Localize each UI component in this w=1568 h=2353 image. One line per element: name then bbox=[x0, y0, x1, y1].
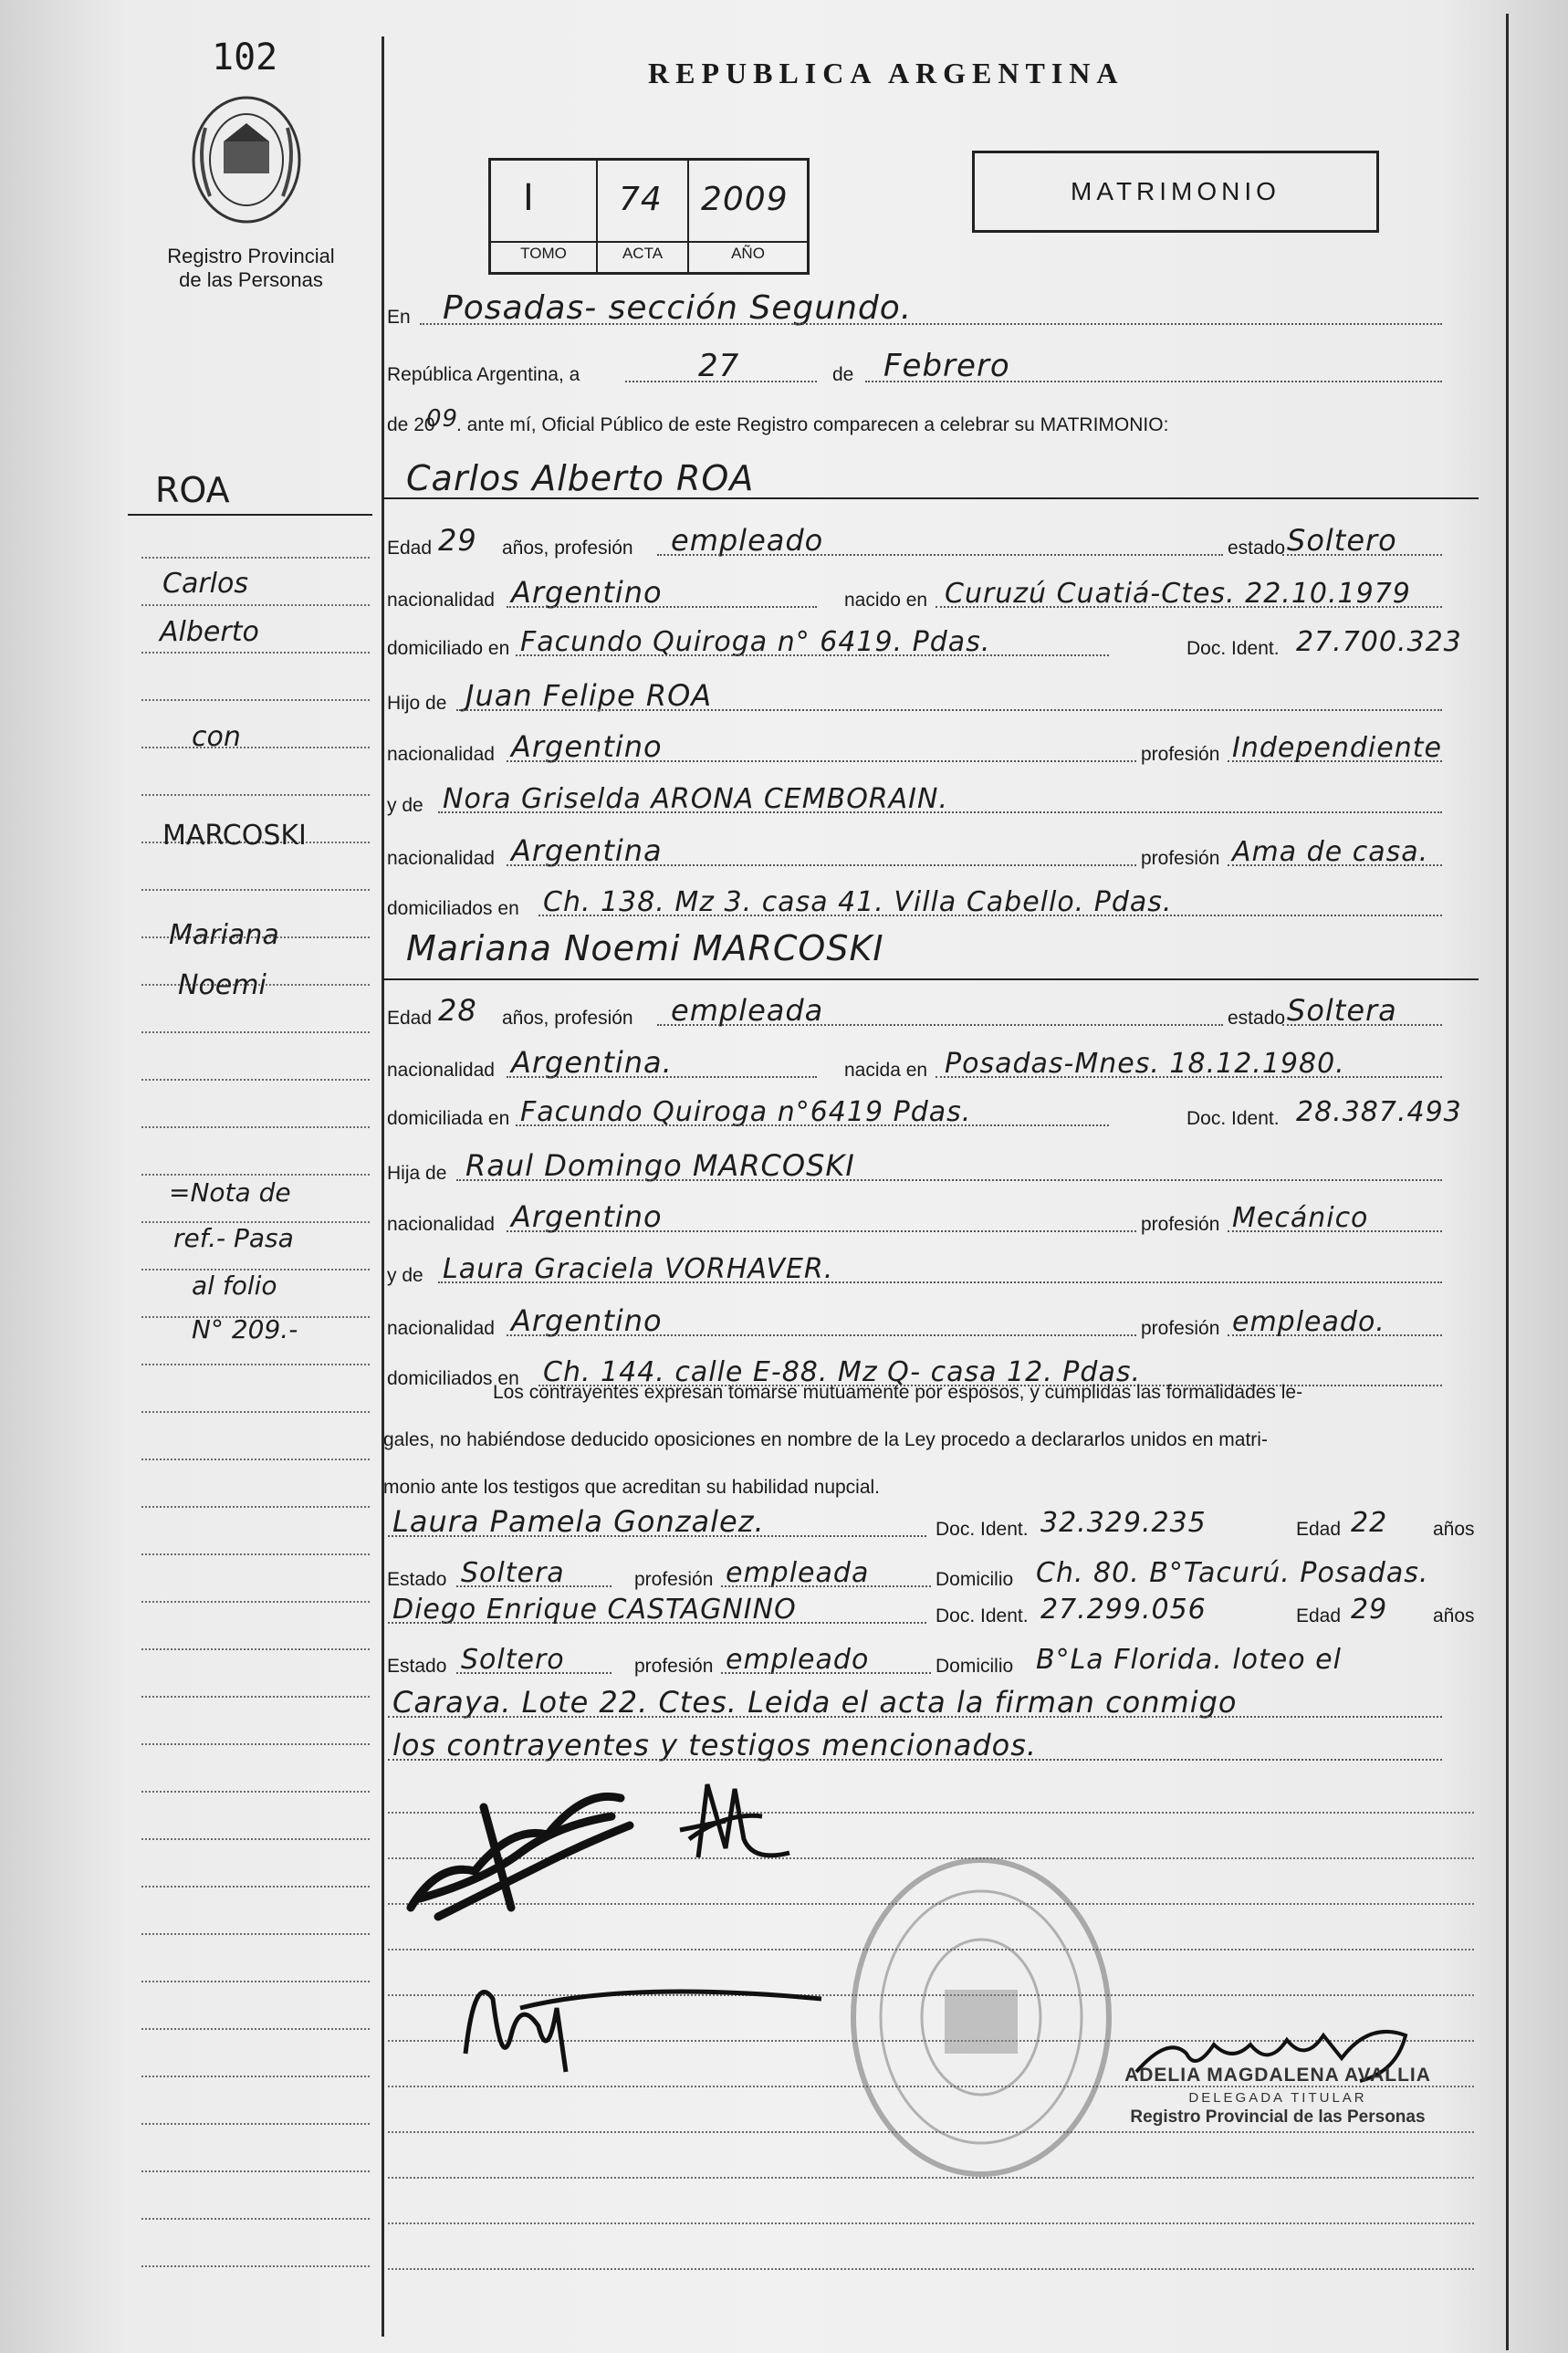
margin-ruled-line bbox=[141, 1838, 370, 1840]
official-block bbox=[1086, 2065, 1469, 2128]
dotted-line bbox=[507, 1230, 1136, 1232]
dotted-line bbox=[657, 554, 1223, 556]
groom-nationality: Argentino bbox=[511, 575, 663, 610]
field-label: Hija de bbox=[387, 1163, 447, 1184]
margin-ruled-line bbox=[141, 1981, 370, 1982]
margin-ruled-line bbox=[141, 1364, 370, 1365]
bride-parents-address: Ch. 144. calle E-88. Mz Q- casa 12. Pdas. bbox=[543, 1356, 1141, 1388]
row-date: República Argentina, a 27 de Febrero bbox=[383, 351, 1479, 388]
field-label: Edad bbox=[1296, 1519, 1342, 1540]
field-label: estado bbox=[1228, 1008, 1286, 1029]
groom-mother-profession: Ama de casa. bbox=[1232, 836, 1429, 868]
day-value: 27 bbox=[698, 348, 740, 384]
field-label: Estado bbox=[387, 1656, 447, 1677]
margin-surname: ROA bbox=[155, 470, 230, 510]
dotted-line bbox=[1228, 1230, 1442, 1232]
dotted-line bbox=[438, 1281, 1442, 1283]
bride-mother-profession: empleado. bbox=[1232, 1306, 1385, 1338]
margin-note-line4: N° 209.- bbox=[192, 1314, 298, 1344]
margin-name4: Noemi bbox=[178, 969, 267, 1001]
margin-ruled-line bbox=[141, 1696, 370, 1698]
margin-note-line3: al folio bbox=[192, 1271, 277, 1301]
groom-age: 29 bbox=[438, 523, 477, 558]
row-en: En Posadas- sección Segundo. bbox=[383, 294, 1479, 330]
field-label: estado bbox=[1228, 538, 1286, 559]
groom-birthplace: Curuzú Cuatiá-Ctes. 22.10.1979 bbox=[945, 578, 1411, 610]
margin-ruled-line bbox=[141, 1174, 370, 1176]
ano-value: 2009 bbox=[701, 181, 789, 218]
field-label: nacionalidad bbox=[387, 1318, 495, 1339]
dotted-line bbox=[936, 1076, 1442, 1078]
margin-con: con bbox=[192, 721, 241, 753]
witness2-row2 bbox=[383, 1643, 1479, 1679]
groom-father-profession: Independiente bbox=[1232, 732, 1442, 764]
bride-marital-status: Soltera bbox=[1287, 993, 1397, 1028]
dotted-line bbox=[1282, 554, 1442, 556]
country-title: REPUBLICA ARGENTINA bbox=[648, 57, 1124, 89]
witness2-status: Soltero bbox=[461, 1644, 565, 1676]
margin-name3: Mariana bbox=[169, 919, 279, 951]
field-label: profesión bbox=[1141, 1318, 1220, 1339]
field-label: domiciliados en bbox=[387, 898, 519, 919]
field-label: profesión bbox=[634, 1656, 714, 1677]
groom-row-parents-address bbox=[383, 885, 1479, 922]
field-label: Estado bbox=[387, 1569, 447, 1590]
dotted-line bbox=[456, 1672, 612, 1674]
bride-mother-nationality: Argentino bbox=[511, 1303, 663, 1338]
field-label: y de bbox=[387, 1265, 423, 1286]
field-label: domiciliados en bbox=[387, 1368, 519, 1389]
margin-ruled-line bbox=[141, 1459, 370, 1460]
groom-row-age bbox=[383, 525, 1479, 561]
dotted-line bbox=[936, 606, 1442, 608]
field-label: nacionalidad bbox=[387, 590, 495, 611]
dotted-line bbox=[721, 1672, 931, 1674]
dotted-line bbox=[1228, 760, 1442, 762]
margin-ruled-line bbox=[141, 2028, 370, 2030]
field-label: profesión bbox=[1141, 1214, 1220, 1235]
dotted-line bbox=[507, 606, 817, 608]
place-value: Posadas- sección Segundo. bbox=[443, 289, 913, 327]
dotted-line bbox=[1228, 864, 1442, 866]
closing-row1 bbox=[383, 1687, 1479, 1723]
witness1-signature bbox=[447, 1944, 831, 2090]
margin-ruled-line bbox=[141, 604, 370, 606]
groom-name-rule bbox=[383, 497, 1479, 499]
dotted-line bbox=[721, 1585, 931, 1587]
tomo-label: TOMO bbox=[520, 245, 567, 262]
margin-ruled-line bbox=[141, 1506, 370, 1508]
bride-name-rule bbox=[383, 978, 1479, 980]
ano-label: AÑO bbox=[731, 245, 765, 262]
witness2-address: B°La Florida. loteo el bbox=[1036, 1644, 1342, 1676]
field-label: nacionalidad bbox=[387, 1214, 495, 1235]
margin-note-line2: ref.- Pasa bbox=[173, 1223, 294, 1253]
official-org: Registro Provincial de las Personas bbox=[1130, 2107, 1426, 2127]
margin-ruled-line bbox=[141, 794, 370, 796]
field-label: Edad bbox=[387, 538, 433, 559]
field-label: profesión bbox=[1141, 744, 1220, 765]
record-box bbox=[488, 158, 810, 275]
dotted-line bbox=[507, 1076, 817, 1078]
closing-line1: Caraya. Lote 22. Ctes. Leida el acta la firman conmigo bbox=[392, 1685, 1238, 1720]
margin-ruled-line bbox=[141, 2265, 370, 2267]
field-label: años bbox=[1433, 1605, 1475, 1626]
margin-solid-line bbox=[128, 514, 372, 516]
margin-rule-right bbox=[1506, 14, 1509, 2350]
row-groom-name bbox=[383, 456, 1479, 502]
provincial-seal-icon bbox=[187, 91, 306, 228]
field-label: nacionalidad bbox=[387, 1060, 495, 1081]
bride-father-nationality: Argentino bbox=[511, 1199, 663, 1234]
bride-age: 28 bbox=[438, 993, 477, 1028]
dotted-line bbox=[657, 1024, 1223, 1026]
margin-ruled-line bbox=[141, 652, 370, 654]
bride-row-mother bbox=[383, 1252, 1479, 1289]
dotted-line bbox=[388, 1759, 1442, 1761]
closing-line2: los contrayentes y testigos mencionados. bbox=[392, 1728, 1038, 1762]
groom-row-father bbox=[383, 680, 1479, 716]
field-label: nacionalidad bbox=[387, 744, 495, 765]
margin-ruled-line bbox=[141, 1933, 370, 1935]
field-label: Edad bbox=[387, 1008, 433, 1029]
groom-signature bbox=[402, 1771, 639, 1935]
margin-ruled-line bbox=[141, 1411, 370, 1413]
margin-ruled-line bbox=[141, 2170, 370, 2172]
field-label: profesión bbox=[634, 1569, 714, 1590]
dotted-line bbox=[456, 709, 1442, 711]
witness2-doc: 27.299.056 bbox=[1040, 1594, 1207, 1626]
margin-ruled-line bbox=[141, 1886, 370, 1888]
margin-ruled-line bbox=[141, 699, 370, 701]
witness2-age: 29 bbox=[1351, 1594, 1388, 1626]
margin-ruled-line bbox=[141, 2218, 370, 2220]
witness2-profession: empleado bbox=[726, 1644, 870, 1676]
dotted-line bbox=[507, 1334, 1136, 1336]
margin-surname2: MARCOSKI bbox=[162, 820, 307, 852]
groom-row-address bbox=[383, 625, 1479, 662]
dotted-line bbox=[516, 654, 1109, 656]
witness1-status: Soltera bbox=[461, 1557, 565, 1589]
dotted-line bbox=[1228, 1334, 1442, 1336]
field-label: Edad bbox=[1296, 1605, 1342, 1626]
margin-ruled-line bbox=[141, 1126, 370, 1128]
groom-row-mother-nat bbox=[383, 835, 1479, 872]
field-label: domiciliada en bbox=[387, 1108, 510, 1129]
field-label: años bbox=[1433, 1519, 1475, 1540]
witness1-address: Ch. 80. B°Tacurú. Posadas. bbox=[1036, 1557, 1429, 1589]
witness1-row2 bbox=[383, 1556, 1479, 1593]
row-bride-name bbox=[383, 926, 1479, 972]
field-label: Domicilio bbox=[936, 1569, 1014, 1590]
ruled-line bbox=[388, 2222, 1474, 2224]
field-label: nacionalidad bbox=[387, 848, 495, 869]
dotted-line bbox=[438, 811, 1442, 813]
groom-marital-status: Soltero bbox=[1287, 523, 1397, 558]
field-label: nacido en bbox=[844, 590, 928, 611]
margin-ruled-line bbox=[141, 1743, 370, 1745]
bride-row-age bbox=[383, 995, 1479, 1031]
field-label: Doc. Ident. bbox=[936, 1605, 1029, 1626]
dotted-line bbox=[516, 1124, 1109, 1126]
groom-mother-name: Nora Griselda ARONA CEMBORAIN. bbox=[443, 783, 949, 815]
bride-nationality: Argentina. bbox=[511, 1045, 673, 1080]
groom-row-mother bbox=[383, 782, 1479, 819]
official-stamp bbox=[844, 1853, 1118, 2181]
groom-doc-id: 27.700.323 bbox=[1296, 626, 1462, 658]
field-label: nacida en bbox=[844, 1060, 928, 1081]
dotted-line bbox=[538, 915, 1442, 916]
groom-row-nationality bbox=[383, 577, 1479, 613]
field-label: Doc. Ident. bbox=[936, 1519, 1029, 1540]
official-title: DELEGADA TITULAR bbox=[1188, 2090, 1367, 2106]
year-value: 09 bbox=[426, 405, 459, 433]
field-label: años, profesión bbox=[502, 1008, 633, 1029]
dotted-line bbox=[507, 760, 1136, 762]
groom-father-name: Juan Felipe ROA bbox=[465, 678, 713, 713]
field-label: Doc. Ident. bbox=[1186, 1108, 1280, 1129]
field-label: Doc. Ident. bbox=[1186, 638, 1280, 659]
record-type-box bbox=[972, 151, 1379, 233]
witness1-age: 22 bbox=[1351, 1507, 1388, 1539]
dotted-line bbox=[388, 1716, 1442, 1718]
bride-row-mother-nat bbox=[383, 1305, 1479, 1342]
margin-ruled-line bbox=[141, 1031, 370, 1033]
groom-parents-address: Ch. 138. Mz 3. casa 41. Villa Cabello. Pdas. bbox=[543, 886, 1173, 918]
bride-doc-id: 28.387.493 bbox=[1296, 1096, 1462, 1128]
ruled-line bbox=[388, 2268, 1474, 2270]
field-label: domiciliado en bbox=[387, 638, 510, 659]
official-name: ADELIA MAGDALENA AVALLIA bbox=[1124, 2065, 1431, 2086]
groom-profession: empleado bbox=[671, 523, 824, 558]
bride-row-father-nat bbox=[383, 1201, 1479, 1238]
witness2-row1 bbox=[383, 1593, 1479, 1629]
dotted-line bbox=[456, 1179, 1442, 1181]
bride-name: Mariana Noemi MARCOSKI bbox=[406, 928, 884, 968]
bride-father-name: Raul Domingo MARCOSKI bbox=[465, 1148, 855, 1183]
groom-mother-nationality: Argentina bbox=[511, 833, 663, 868]
witness1-doc: 32.329.235 bbox=[1040, 1507, 1207, 1539]
bride-row-nationality bbox=[383, 1047, 1479, 1083]
witness1-name: Laura Pamela Gonzalez. bbox=[392, 1504, 765, 1539]
witness2-name: Diego Enrique CASTAGNINO bbox=[392, 1594, 797, 1626]
bride-row-address bbox=[383, 1095, 1479, 1132]
dotted-line bbox=[388, 1622, 926, 1624]
groom-father-nationality: Argentino bbox=[511, 729, 663, 764]
witness1-profession: empleada bbox=[726, 1557, 870, 1589]
dotted-line bbox=[507, 864, 1136, 866]
dotted-line bbox=[388, 1535, 926, 1537]
margin-ruled-line bbox=[141, 747, 370, 748]
row-year: de 20 09 . ante mí, Oficial Público de este Registro comparecen a celebrar su MATRIMONIO: bbox=[387, 405, 1169, 435]
field-label: Hijo de bbox=[387, 693, 447, 714]
acta-label: ACTA bbox=[622, 245, 664, 262]
dotted-line bbox=[1282, 1024, 1442, 1026]
groom-name: Carlos Alberto ROA bbox=[406, 458, 755, 498]
margin-ruled-line bbox=[141, 557, 370, 559]
margin-ruled-line bbox=[141, 1553, 370, 1555]
declaration-text: Los contrayentes expresan tomarse mutuamente por esposos, y cumplidas las formalidades le- gales, no habiéndose deducido oposiciones en nombre de la Ley procedo a declararlos unidos en matri- monio ante los testigos que acreditan su habilidad nupcial. bbox=[383, 1382, 1303, 1498]
bride-father-profession: Mecánico bbox=[1232, 1202, 1369, 1234]
closing-row2 bbox=[383, 1730, 1479, 1766]
groom-address: Facundo Quiroga n° 6419. Pdas. bbox=[520, 626, 991, 658]
margin-ruled-line bbox=[141, 1601, 370, 1603]
bride-signature bbox=[671, 1775, 799, 1876]
margin-name2: Alberto bbox=[160, 616, 259, 648]
acta-value: 74 bbox=[619, 181, 663, 218]
tomo-value: I bbox=[523, 177, 535, 219]
bride-address: Facundo Quiroga n°6419 Pdas. bbox=[520, 1096, 972, 1128]
registry-name: Registro Provincial de las Personas bbox=[167, 245, 335, 291]
bride-profession: empleada bbox=[671, 993, 824, 1028]
bride-mother-name: Laura Graciela VORHAVER. bbox=[443, 1253, 834, 1285]
margin-note-line1: =Nota de bbox=[169, 1177, 291, 1208]
field-label: profesión bbox=[1141, 848, 1220, 869]
margin-ruled-line bbox=[141, 1648, 370, 1650]
witness1-row1 bbox=[383, 1506, 1479, 1543]
bride-birthplace: Posadas-Mnes. 18.12.1980. bbox=[945, 1048, 1345, 1080]
record-type: MATRIMONIO bbox=[1071, 177, 1281, 205]
margin-ruled-line bbox=[141, 2123, 370, 2125]
groom-row-father-nat bbox=[383, 731, 1479, 768]
bride-row-father bbox=[383, 1150, 1479, 1187]
margin-ruled-line bbox=[141, 1791, 370, 1793]
field-label: años, profesión bbox=[502, 538, 633, 559]
margin-ruled-line bbox=[141, 889, 370, 891]
field-label: y de bbox=[387, 795, 423, 816]
margin-ruled-line bbox=[141, 1079, 370, 1081]
month-value: Febrero bbox=[883, 348, 1010, 384]
margin-name1: Carlos bbox=[162, 568, 248, 600]
folio-number: 102 bbox=[212, 37, 278, 78]
margin-ruled-line bbox=[141, 2076, 370, 2077]
dotted-line bbox=[456, 1585, 612, 1587]
field-label: Domicilio bbox=[936, 1656, 1014, 1677]
